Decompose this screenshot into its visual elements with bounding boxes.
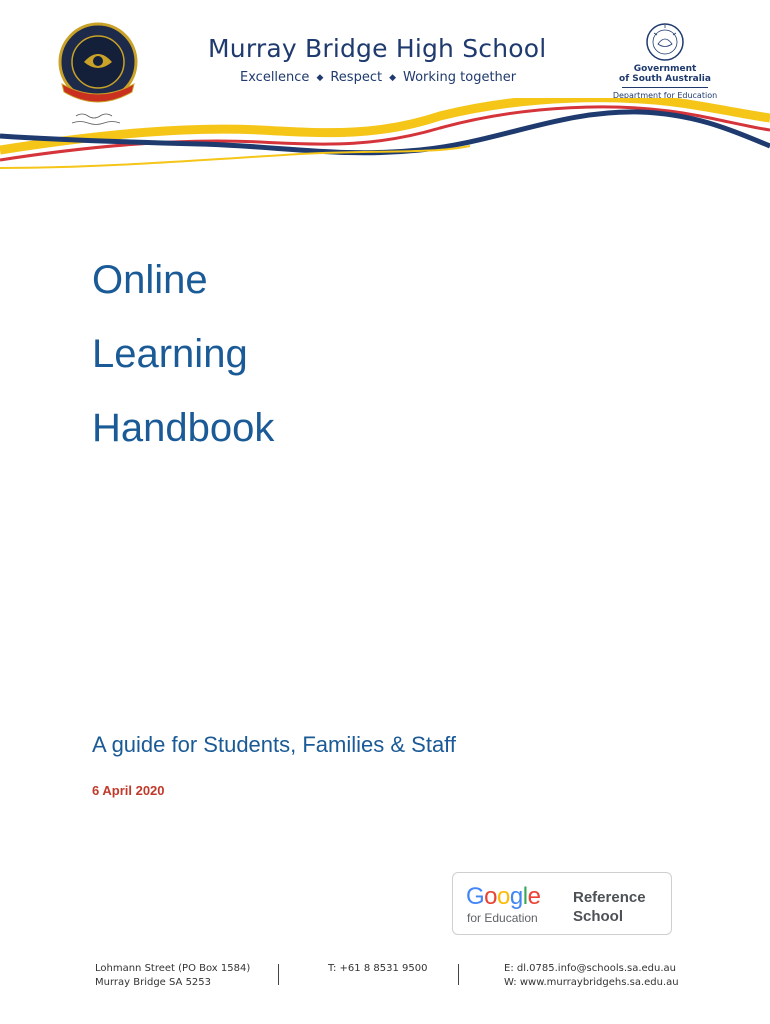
address-line: Lohmann Street (PO Box 1584)	[95, 963, 251, 974]
motto-word: Working together	[403, 70, 517, 85]
footer-contact	[504, 962, 679, 990]
document-date: 6 April 2020	[92, 783, 165, 798]
department-name: Department for Education	[612, 91, 718, 100]
document-subtitle: A guide for Students, Families & Staff	[92, 732, 457, 757]
footer-website: W: www.murraybridgehs.sa.edu.au	[504, 977, 679, 988]
footer-divider	[458, 964, 459, 985]
diamond-separator-icon: ◆	[389, 73, 396, 83]
google-letter: G	[466, 883, 485, 910]
google-letter: o	[484, 883, 498, 910]
document-title-line: Learning	[92, 332, 248, 376]
divider	[622, 87, 708, 88]
school-name: Murray Bridge High School	[208, 34, 547, 63]
document-title-line: Handbook	[92, 406, 275, 450]
google-wordmark	[466, 883, 540, 911]
government-logo	[612, 22, 718, 102]
for-education-label: for Education	[467, 911, 538, 925]
footer-address	[95, 962, 250, 990]
google-letter: o	[497, 883, 510, 910]
motto-word: Excellence	[240, 70, 310, 85]
decorative-ribbon	[0, 98, 770, 178]
footer-phone: T: +61 8 8531 9500	[328, 963, 428, 974]
google-letter: l	[522, 883, 528, 910]
google-reference-school-badge	[452, 872, 672, 935]
document-title-line: Online	[92, 258, 208, 302]
diamond-separator-icon: ◆	[316, 73, 324, 83]
reference-school-label: Reference School	[573, 889, 646, 925]
footer-divider	[278, 964, 279, 985]
address-line: Murray Bridge SA 5253	[95, 977, 212, 988]
government-seal-icon	[645, 22, 685, 62]
google-letter: e	[527, 883, 541, 910]
government-name: Government of South Australia	[619, 64, 711, 84]
footer-email: E: dl.0785.info@schools.sa.edu.au	[504, 963, 677, 974]
school-motto	[240, 70, 516, 85]
google-letter: g	[509, 883, 523, 910]
motto-word: Respect	[330, 70, 383, 85]
